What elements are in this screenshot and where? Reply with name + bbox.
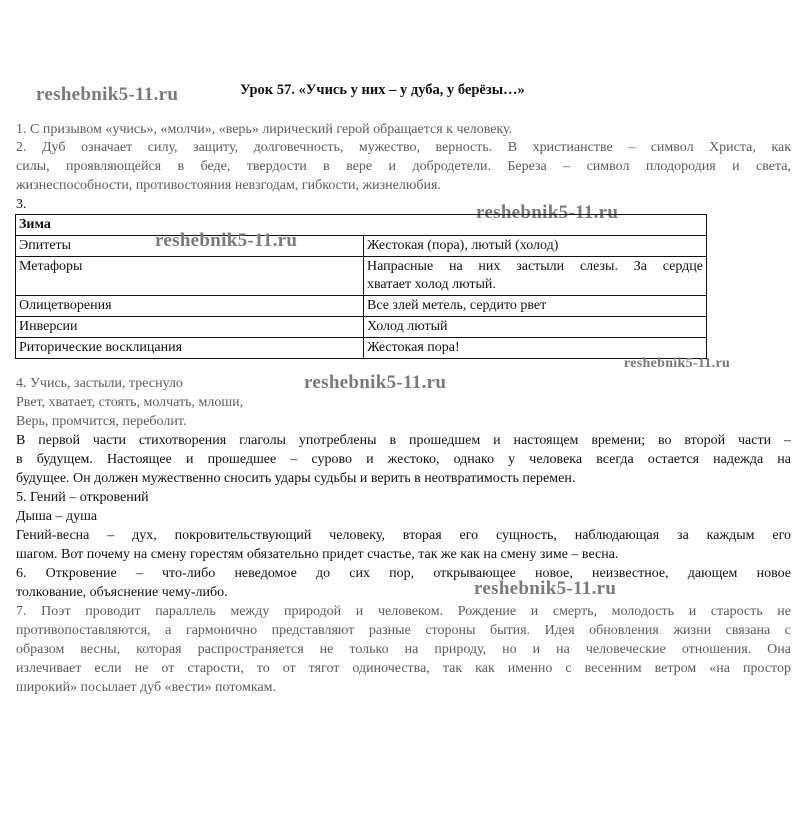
answer-4-line-2: Рвет, хватает, стоять, молчать, млоши, — [16, 395, 244, 410]
watermark: reshebnik5-11.ru — [304, 372, 447, 393]
device-example: Жестокая (пора), лютый (холод) — [364, 236, 707, 257]
answer-3-number: 3. — [16, 197, 27, 212]
answer-2-line-1: 2. Дуб означает силу, защиту, долговечность, мужество, верность. В христианстве – символ Христа, как — [16, 140, 791, 155]
watermark: reshebnik5-11.ru — [624, 356, 731, 371]
table-row — [16, 257, 707, 296]
device-term: Инверсии — [16, 317, 364, 338]
lesson-title: Урок 57. «Учись у них – у дуба, у берёзы…» — [240, 82, 525, 98]
table-header: Зима — [16, 215, 707, 236]
table-row — [16, 236, 707, 257]
answer-7-line-4: излечивает если не от старости, то от тягот одиночества, так как именно с весенним ветром «на простор — [16, 661, 791, 676]
device-term: Риторические восклицания — [16, 338, 364, 359]
table-row — [16, 296, 707, 317]
device-term: Эпитеты — [16, 236, 364, 257]
answer-5-line-3: Гений-весна – дух, покровительствующий человеку, вторая его сущность, наблюдающая за каждым его — [16, 528, 791, 543]
watermark: reshebnik5-11.ru — [474, 578, 617, 599]
answer-4-line-5: в будущем. Настоящее и прошедшее – сурово и жестоко, однако у человека всегда остается надежда на — [16, 452, 791, 467]
device-example: Жестокая пора! — [364, 338, 707, 359]
answer-7-line-1: 7. Поэт проводит параллель между природой и человеком. Рождение и смерть, молодость и старость не — [16, 604, 791, 619]
answer-7-line-5: широкий» посылает дуб «вести» потомкам. — [16, 680, 277, 695]
answer-6-line-1: 6. Откровение – что-либо неведомое до сих пор, открывающее новое, неизвестное, дающем новое — [16, 566, 791, 581]
answer-6-line-2: толкование, объяснение чему-либо. — [16, 585, 228, 600]
answer-5-line-2: Дыша – душа — [16, 509, 98, 524]
device-example: Все злей метель, сердито рвет — [364, 296, 707, 317]
answer-7-line-2: противопоставляются, а гармонично представляют разные стороны бытия. Идея обновления жизни связана с — [16, 623, 791, 638]
answer-1: 1. С призывом «учись», «молчи», «верь» лирический герой обращается к человеку. — [16, 122, 513, 137]
watermark: reshebnik5-11.ru — [476, 202, 619, 223]
device-term: Олицетворения — [16, 296, 364, 317]
device-example-continued: хватает холод лютый. — [367, 277, 496, 292]
watermark: reshebnik5-11.ru — [36, 84, 179, 105]
table-row — [16, 338, 707, 359]
watermark: reshebnik5-11.ru — [155, 230, 298, 251]
answer-4-line-6: будущее. Он должен мужественно сносить удары судьбы и верить в неотвратимость перемен. — [16, 471, 576, 486]
device-example-cell — [364, 257, 707, 296]
table-header-row — [16, 215, 707, 236]
answer-2-line-3: жизнеспособности, противостояния невзгодам, гибкости, жизнелюбия. — [16, 178, 441, 193]
device-example: Холод лютый — [364, 317, 707, 338]
answer-4-line-1: 4. Учись, застыли, треснуло — [16, 376, 183, 391]
literary-devices-table — [15, 214, 707, 359]
answer-4-line-3: Верь, промчится, переболит. — [16, 414, 187, 429]
device-term: Метафоры — [16, 257, 364, 296]
answer-2-line-2: силы, проявляющейся в беде, твердости в вере и добродетели. Береза – символ плодородия и света, — [16, 159, 791, 174]
answer-7-line-3: образом весны, которая распространяется не только на природу, но и на человеческие отношения. Она — [16, 642, 791, 657]
answer-5-line-4: шагом. Вот почему на смену горестям обязательно придет счастье, так же как на смену зиме – весна. — [16, 547, 619, 562]
answer-4-line-4: В первой части стихотворения глаголы употреблены в прошедшем и настоящем времени; во второй части – — [16, 433, 791, 448]
table-row — [16, 317, 707, 338]
device-example: Напрасные на них застыли слезы. За сердце — [367, 259, 703, 274]
answer-5-line-1: 5. Гений – откровений — [16, 490, 149, 505]
